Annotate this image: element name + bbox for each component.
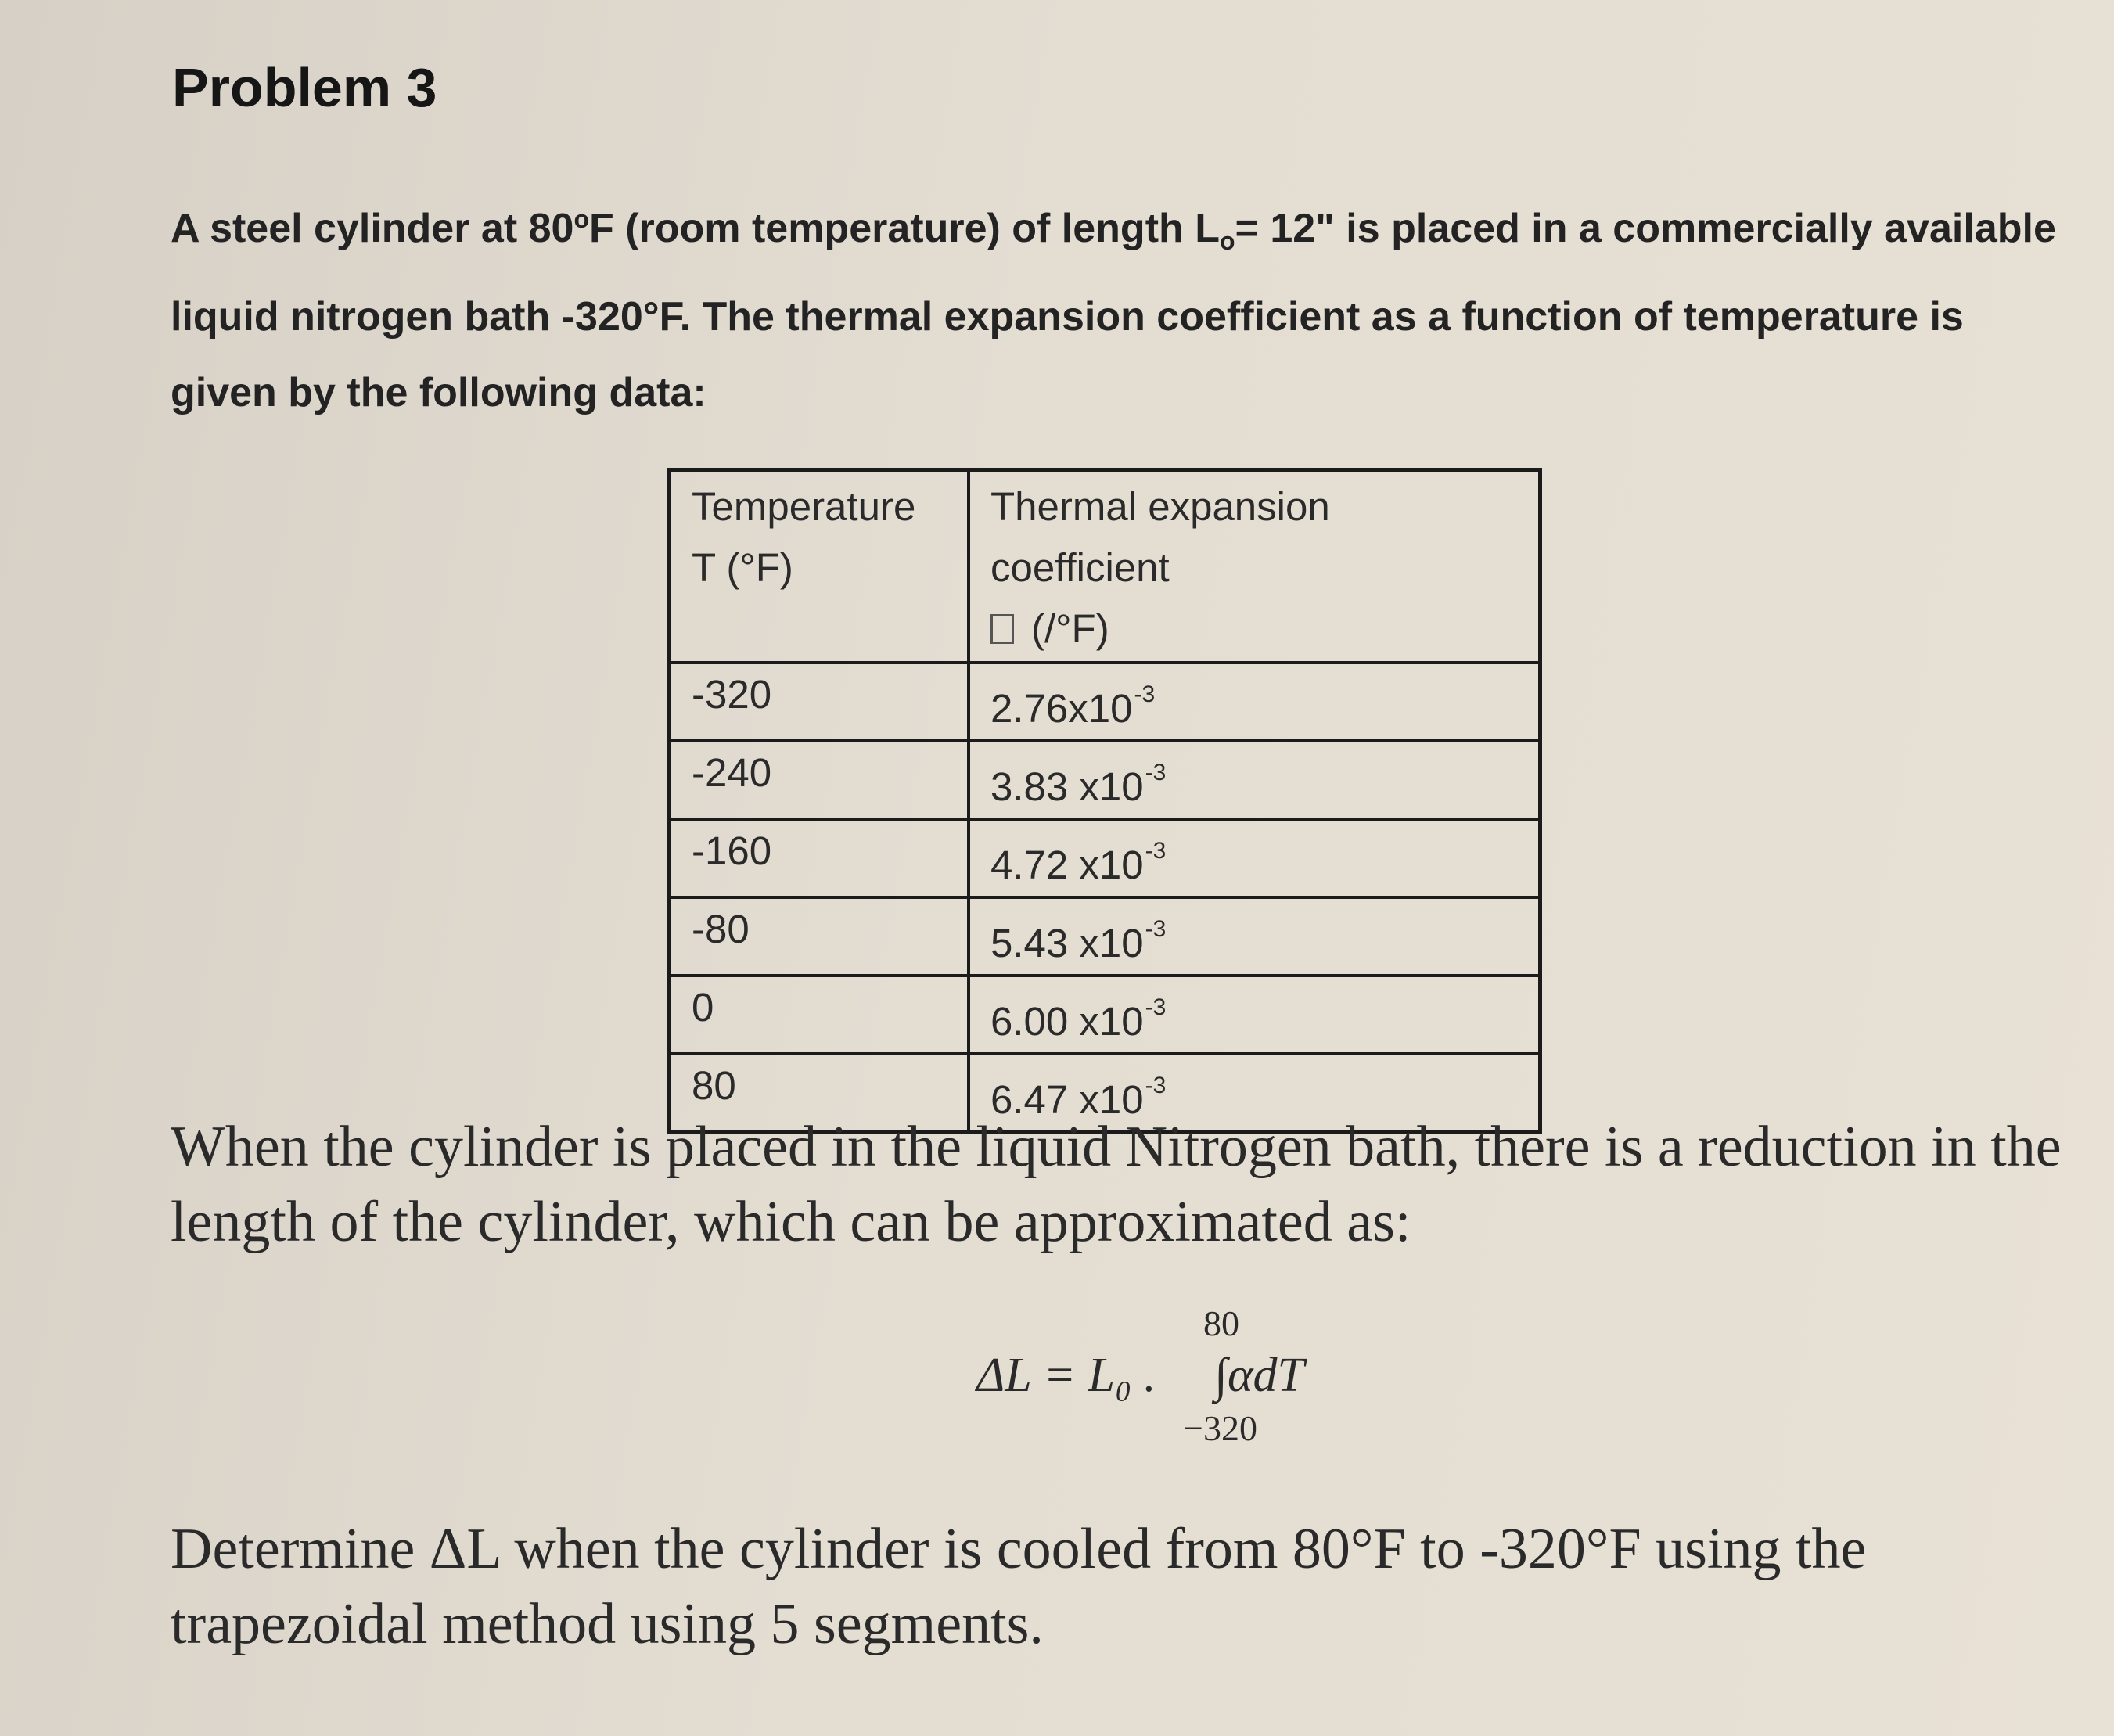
table-row — [670, 663, 1541, 741]
coefficient-value: 4.72 x10 — [990, 843, 1144, 887]
coefficient-value: 2.76x10 — [990, 686, 1133, 731]
missing-glyph-icon — [990, 614, 1014, 644]
formula-integrand: ∫αdT — [1214, 1349, 1305, 1402]
exponent: -3 — [1145, 1073, 1167, 1098]
exponent: -3 — [1145, 760, 1167, 785]
header-coefficient-line1: Thermal expansion — [990, 484, 1330, 529]
header-coefficient-line3 — [990, 598, 1538, 660]
problem-title: Problem 3 — [172, 57, 437, 118]
expansion-data-table — [667, 468, 1542, 1134]
reduction-paragraph: When the cylinder is placed in the liquid Nitrogen bath, there is a reduction in the length of the cylinder, which can be approximated as: — [171, 1115, 2062, 1254]
table-row — [670, 741, 1541, 819]
integral-upper-limit: 80 — [1203, 1303, 1239, 1343]
exponent: -3 — [1145, 838, 1167, 864]
degree-superscript: o — [573, 205, 589, 233]
header-coefficient — [969, 470, 1541, 663]
exponent: -3 — [1134, 681, 1156, 707]
coefficient-cell — [969, 663, 1541, 741]
coefficient-value: 6.47 x10 — [990, 1077, 1144, 1122]
integral-lower-limit: −320 — [1183, 1408, 1257, 1448]
table-header-row — [670, 470, 1541, 663]
coefficient-cell — [969, 819, 1541, 897]
formula-lhs: ΔL = L₀ . — [976, 1349, 1156, 1402]
exponent: -3 — [1145, 994, 1167, 1020]
temperature-cell: 80 — [670, 1054, 969, 1133]
header-coefficient-line2: coefficient — [990, 545, 1170, 590]
temperature-cell: -240 — [670, 741, 969, 819]
coefficient-cell — [969, 741, 1541, 819]
temperature-cell: 0 — [670, 976, 969, 1054]
header-temperature — [670, 470, 969, 663]
header-temperature-line2: T (°F) — [692, 545, 793, 590]
intro-text-3: = 12" is placed in a commercially available liquid nitrogen bath -320°F. The thermal expansion coefficient as a function of temperature is given by the following data: — [171, 206, 2056, 415]
intro-text-1: A steel cylinder at 80 — [171, 206, 574, 251]
temperature-cell: -80 — [670, 897, 969, 976]
coefficient-cell — [969, 897, 1541, 976]
exponent: -3 — [1145, 916, 1167, 942]
problem-intro — [171, 182, 2064, 431]
coefficient-value: 6.00 x10 — [990, 999, 1144, 1044]
temperature-cell: -320 — [670, 663, 969, 741]
intro-text-2: F (room temperature) of length L — [588, 206, 1220, 251]
coefficient-value: 3.83 x10 — [990, 764, 1144, 809]
table-row — [670, 976, 1541, 1054]
table-row — [670, 819, 1541, 897]
length-subscript: o — [1219, 227, 1235, 255]
header-unit: (/°F) — [1031, 606, 1109, 651]
task-paragraph: Determine ΔL when the cylinder is cooled from 80°F to -320°F using the trapezoidal method using 5 segments. — [171, 1517, 1867, 1656]
coefficient-cell — [969, 976, 1541, 1054]
header-temperature-line1: Temperature — [692, 484, 916, 529]
temperature-cell: -160 — [670, 819, 969, 897]
coefficient-value: 5.43 x10 — [990, 921, 1144, 965]
table-row — [670, 897, 1541, 976]
integral-formula — [976, 1303, 1368, 1459]
